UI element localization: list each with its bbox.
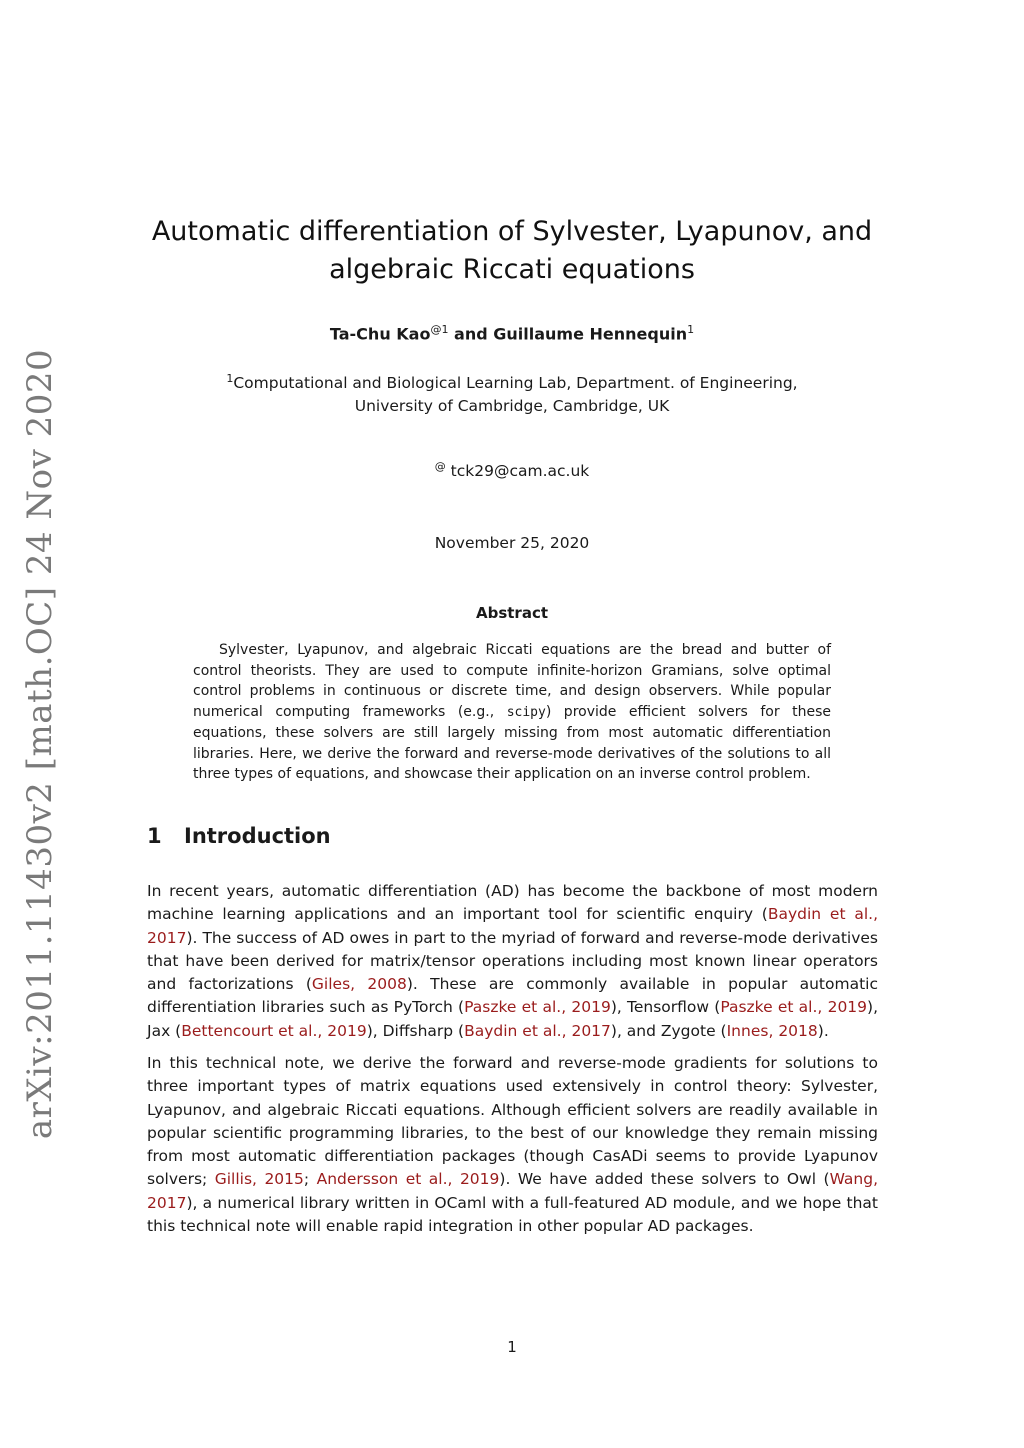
author-list [150,323,874,343]
body-text: In this technical note, we derive the forward and reverse-mode gradients for solutions to three important types of matrix equations used extensively in control theory: Sylvester, Lyapunov, and algebraic Riccati equations. Although efficient solvers are readily available in popular scientific programming libraries, to the best of our knowledge they remain missing from most automatic differentiation packages (though CasADi seems to provide Lyapunov solvers; [147,1054,878,1189]
author-connector: and [448,324,494,344]
citation-link[interactable]: Gillis, 2015 [214,1170,304,1189]
body-text: In recent years, automatic differentiation (AD) has become the backbone of most modern machine learning applications and an important tool for scientific enquiry ( [147,882,878,924]
citation-link[interactable]: Andersson et al., 2019 [316,1170,500,1189]
citation-link[interactable]: Baydin et al., 2017 [147,905,878,947]
affiliation-mark: 1 [226,372,234,385]
section-heading [147,824,331,848]
body-text: ), Tensorflow ( [610,998,721,1017]
citation-link[interactable]: Paszke et al., 2019 [720,998,868,1017]
body-text: ), a numerical library written in OCaml with a full-featured AD module, and we hope that this technical note will enable rapid integration in other popular AD packages. [147,1193,878,1236]
citation-link[interactable]: Giles, 2008 [311,975,407,994]
affiliation [150,367,874,418]
intro-paragraph-2 [147,1052,878,1238]
section-number: 1 [147,824,162,848]
author-name: Ta-Chu Kao [329,324,431,344]
body-text: ). We have added these solvers to Owl ( [499,1170,830,1189]
body-text: ). These are commonly available in popular automatic differentiation libraries such as PyTorch ( [147,975,878,1017]
body-text: ). The success of AD owes in part to the myriad of forward and reverse-mode derivatives that have been derived for matrix/tensor operations including most known linear operators and factorizations ( [147,928,878,994]
citation-link[interactable]: Paszke et al., 2019 [464,998,611,1017]
author-name: Guillaume Hennequin [493,324,688,344]
email-address[interactable]: tck29@cam.ac.uk [450,462,590,481]
contact-email [150,460,874,480]
code-inline: scipy [506,704,546,720]
page-number: 1 [507,1338,517,1356]
publication-date: November 25, 2020 [434,534,590,552]
section-title: Introduction [184,824,331,848]
body-text: ). [817,1021,829,1040]
author-affil-mark: @1 [430,323,449,336]
citation-link[interactable]: Bettencourt et al., 2019 [181,1021,367,1040]
intro-paragraph-1 [147,880,878,1043]
abstract-text: ) provide efficient solvers for these equations, these solvers are still largely missing from most automatic differentiation libraries. Here, we derive the forward and reverse-mode derivatives of the solutions to all three types of equations, and showcase their application on an inverse control problem. [193,703,831,782]
abstract-heading: Abstract [475,604,549,622]
citation-link[interactable]: Baydin et al., 2017 [464,1021,611,1040]
paper-title: Automatic differentiation of Sylvester, Lyapunov, and algebraic Riccati equations [151,216,873,285]
affiliation-line: University of Cambridge, Cambridge, UK [354,397,670,416]
citation-link[interactable]: Wang, 2017 [147,1170,878,1212]
body-text: ), Diffsharp ( [366,1021,465,1040]
abstract-body [193,640,831,785]
citation-link[interactable]: Innes, 2018 [726,1021,818,1040]
body-text: ; [303,1170,317,1189]
body-text: ), Jax ( [147,998,879,1040]
arxiv-stamp-text: arXiv:2011.11430v2 [math.OC] 24 Nov 2020 [20,348,61,1140]
arxiv-stamp [14,348,66,1140]
author-affil-mark: 1 [687,323,695,336]
body-text: ), and Zygote ( [610,1021,727,1040]
affiliation-line: Computational and Biological Learning Lab, Department. of Engineering, [233,374,798,393]
abstract-text: Sylvester, Lyapunov, and algebraic Riccati equations are the bread and butter of control theorists. They are used to compute infinite-horizon Gramians, solve optimal control problems in continuous or discrete time, and design observers. While popular numerical computing frameworks (e.g., [193,642,831,720]
email-mark: @ [434,460,446,473]
